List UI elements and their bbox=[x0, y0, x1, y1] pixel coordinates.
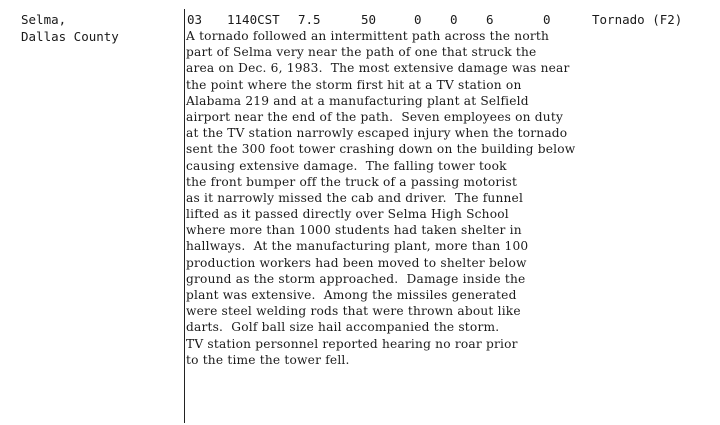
narrative-line: darts. Golf ball size hail accompanied the storm. bbox=[186, 320, 500, 335]
event-path-length: 7.5 bbox=[298, 12, 321, 27]
narrative-line: airport near the end of the path. Seven employees on duty bbox=[186, 109, 564, 124]
event-type: Tornado (F2) bbox=[592, 12, 683, 27]
event-path-width: 50 bbox=[361, 12, 377, 27]
narrative-line: causing extensive damage. The falling tower took bbox=[186, 158, 507, 173]
event-data-row bbox=[187, 11, 683, 28]
narrative-line: A tornado followed an intermittent path across the north bbox=[186, 29, 550, 43]
event-crop-damage: 0 bbox=[543, 12, 551, 27]
event-killed: 0 bbox=[414, 12, 422, 27]
narrative-line: area on Dec. 6, 1983. The most extensive damage was near bbox=[186, 61, 570, 76]
narrative-line: plant was extensive. Among the missiles generated bbox=[186, 288, 517, 302]
event-time: 1140CST bbox=[227, 12, 280, 27]
event-property-damage: 6 bbox=[486, 12, 494, 27]
narrative-line: production workers had been moved to shelter below bbox=[186, 255, 527, 270]
narrative-line: Alabama 219 and at a manufacturing plant at Selfield bbox=[186, 93, 529, 108]
narrative-line: were steel welding rods that were thrown about like bbox=[186, 304, 521, 319]
narrative-line: part of Selma very near the path of one that struck the bbox=[186, 45, 537, 60]
narrative-line: ground as the storm approached. Damage inside the bbox=[186, 271, 526, 286]
narrative-line: where more than 1000 students had taken shelter in bbox=[186, 223, 522, 238]
narrative-line: sent the 300 foot tower crashing down on the building below bbox=[186, 142, 576, 157]
narrative-line: to the time the tower fell. bbox=[186, 352, 350, 367]
event-injured: 0 bbox=[450, 12, 458, 27]
narrative-line: lifted as it passed directly over Selma High School bbox=[186, 207, 509, 222]
column-divider bbox=[184, 9, 185, 423]
event-day: 03 bbox=[187, 12, 203, 27]
event-narrative bbox=[186, 28, 706, 368]
location-cell bbox=[21, 11, 119, 45]
narrative-line: as it narrowly missed the cab and driver. The funnel bbox=[186, 190, 524, 205]
narrative-line: hallways. At the manufacturing plant, more than 100 bbox=[186, 239, 529, 254]
narrative-line: the point where the storm first hit at a TV station on bbox=[186, 77, 522, 92]
location-county: Dallas County bbox=[21, 29, 119, 44]
location-city: Selma, bbox=[21, 12, 67, 27]
narrative-line: TV station personnel reported hearing no roar prior bbox=[186, 336, 518, 351]
narrative-line: at the TV station narrowly escaped injury when the tornado bbox=[186, 126, 568, 141]
narrative-line: the front bumper off the truck of a passing motorist bbox=[186, 174, 518, 189]
